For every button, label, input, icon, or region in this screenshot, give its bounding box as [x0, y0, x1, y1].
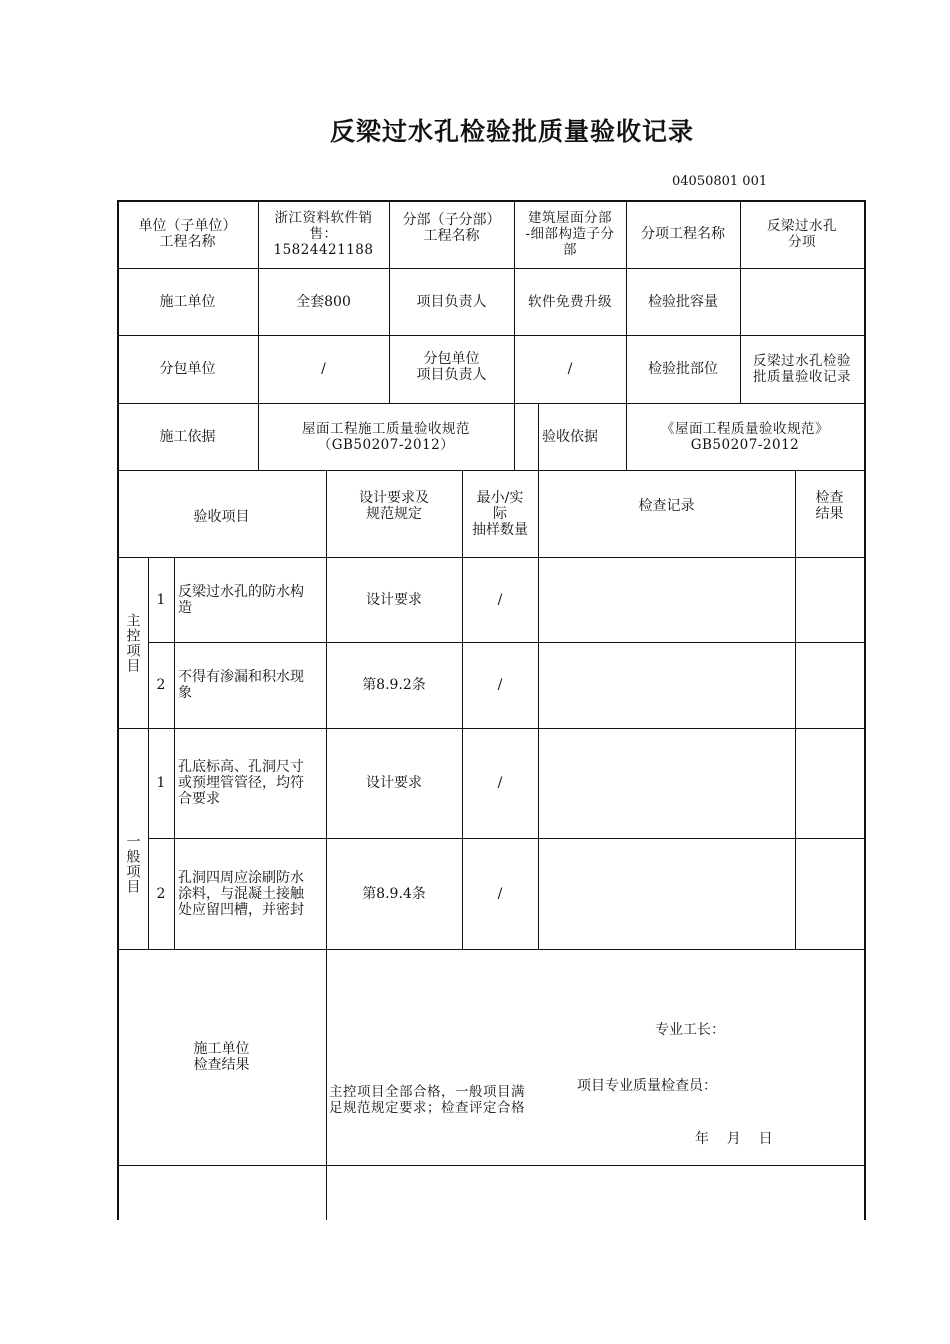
main-control-group-label: 主控项目 — [124, 612, 141, 673]
subitem-name-label: 分项工程名称 — [641, 226, 725, 242]
acceptance-basis-value: 《屋面工程质量验收规范》 GB50207-2012 — [661, 420, 829, 453]
general-group-label: 一般项目 — [124, 833, 141, 894]
subcontractor-pm-label: 分包单位 项目负责人 — [416, 351, 487, 383]
contractor-value: 全套800 — [296, 293, 351, 310]
project-manager-value: 软件免费升级 — [528, 293, 612, 310]
foreman-label: 专业工长： — [655, 1022, 725, 1038]
general-row-1-item: 孔底标高、孔洞尺寸 或预埋管管径，均符 合要求 — [178, 759, 304, 807]
general-row-2-no: 2 — [156, 885, 166, 902]
main-row-1-item: 反梁过水孔的防水构 造 — [178, 583, 304, 616]
general-row-1-requirement: 设计要求 — [366, 775, 422, 791]
division-name-label: 分部（子分部） 工程名称 — [402, 212, 501, 244]
main-row-2-item: 不得有渗漏和积水现 象 — [178, 669, 304, 701]
conclusion-label: 施工单位 检查结果 — [193, 1041, 250, 1073]
construction-basis-value: 屋面工程施工质量验收规范 （GB50207-2012） — [302, 420, 470, 453]
project-manager-label: 项目负责人 — [416, 293, 487, 310]
main-row-1-requirement: 设计要求 — [366, 591, 422, 608]
division-name-value: 建筑屋面分部 -细部构造子分 部 — [525, 210, 615, 258]
subcontractor-pm-value: / — [567, 361, 573, 377]
col-inspection-result: 检查 结果 — [815, 490, 844, 522]
inspection-form — [117, 200, 866, 1220]
general-row-2-requirement: 第8.9.4条 — [362, 885, 426, 902]
subcontractor-label: 分包单位 — [159, 361, 216, 377]
general-row-1-sample: / — [497, 775, 503, 791]
contractor-label: 施工单位 — [159, 293, 216, 310]
main-row-1-sample: / — [497, 591, 503, 608]
col-sample-quantity: 最小/实 际 抽样数量 — [472, 489, 528, 538]
col-requirement: 设计要求及 规范规定 — [359, 490, 429, 522]
subcontractor-value: / — [321, 361, 326, 377]
main-row-2-sample: / — [497, 677, 503, 693]
general-row-1-no: 1 — [156, 775, 166, 791]
acceptance-basis-label: 验收依据 — [542, 428, 598, 445]
conclusion-text: 主控项目全部合格，一般项目满 足规范规定要求；检查评定合格 — [329, 1084, 525, 1116]
main-row-2-no: 2 — [156, 677, 166, 693]
page-title: 反梁过水孔检验批质量验收记录 — [329, 117, 694, 146]
batch-location-value: 反梁过水孔检验 批质量验收记录 — [753, 353, 851, 385]
construction-basis-label: 施工依据 — [159, 428, 216, 445]
main-row-1-no: 1 — [156, 591, 166, 608]
signature-date: 年 月 日 — [695, 1131, 773, 1147]
main-row-2-requirement: 第8.9.2条 — [362, 677, 426, 693]
general-row-2-sample: / — [497, 885, 503, 902]
col-acceptance-item: 验收项目 — [193, 508, 250, 525]
document-number: 04050801 001 — [672, 174, 768, 189]
subitem-name-value: 反梁过水孔 分项 — [767, 218, 837, 250]
unit-name-value: 浙江资料软件销 售：15824421188 — [273, 210, 374, 258]
col-inspection-record: 检查记录 — [638, 498, 695, 514]
general-row-2-item: 孔洞四周应涂刷防水 涂料，与混凝土接触 处应留凹槽，并密封 — [178, 869, 304, 918]
quality-inspector-label: 项目专业质量检查员： — [577, 1078, 717, 1094]
batch-capacity-label: 检验批容量 — [648, 293, 718, 310]
unit-name-label: 单位（子单位） 工程名称 — [138, 218, 237, 250]
batch-location-label: 检验批部位 — [648, 361, 718, 377]
batch-capacity-value — [740, 268, 864, 335]
